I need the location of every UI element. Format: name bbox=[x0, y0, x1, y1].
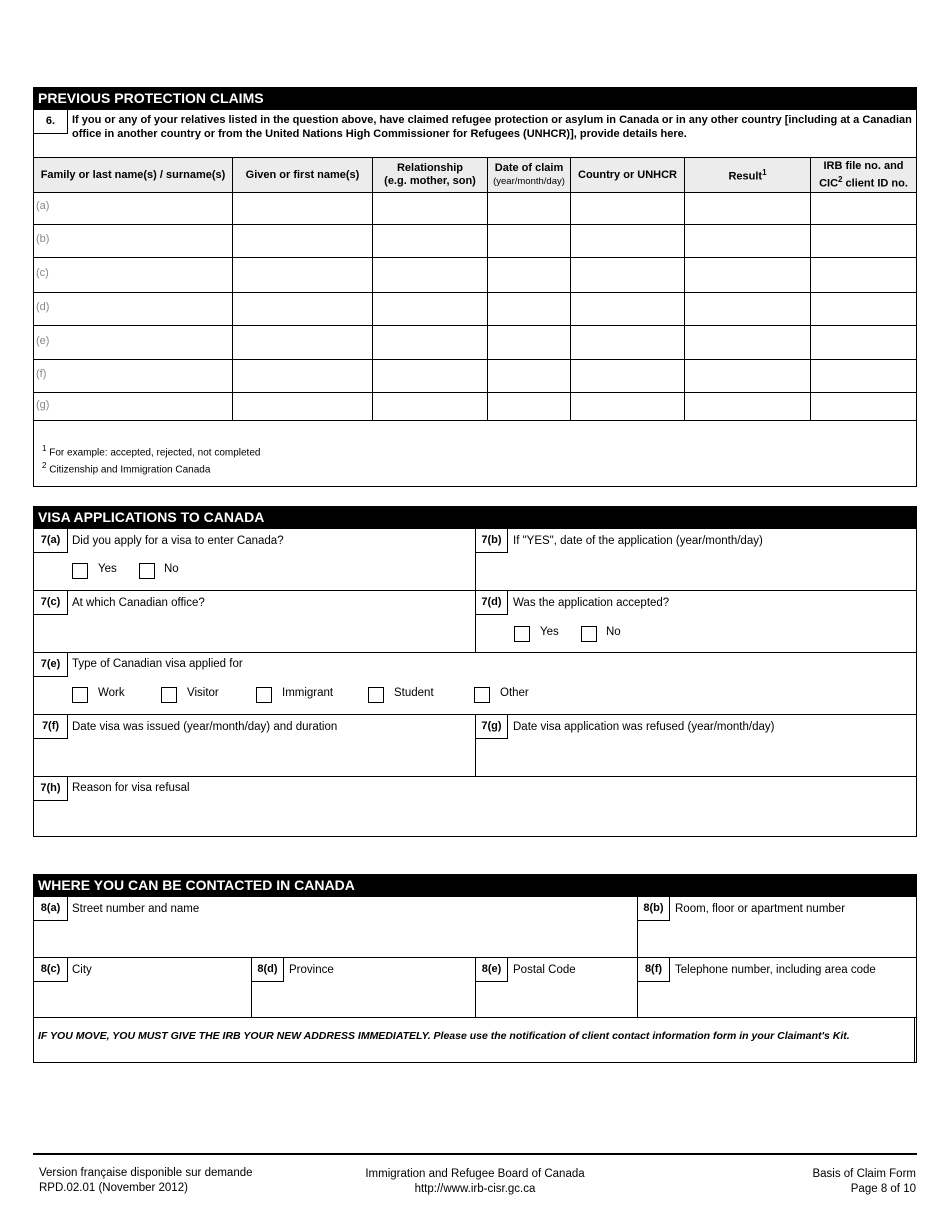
question-8b-text: Room, floor or apartment number bbox=[675, 903, 846, 915]
visa-applied-yes-label: Yes bbox=[98, 563, 117, 575]
claim-row-a-result-cell[interactable] bbox=[685, 193, 810, 224]
claim-row-g-country-cell[interactable] bbox=[571, 393, 684, 420]
claim-row-f-country-cell[interactable] bbox=[571, 360, 684, 392]
claim-row-g-irb-file-cell[interactable] bbox=[811, 393, 916, 420]
claim-row-d-family-name-cell[interactable] bbox=[56, 293, 232, 325]
col-header-country: Country or UNHCR bbox=[571, 158, 684, 192]
visa-type-student-label: Student bbox=[394, 687, 434, 699]
question-7a-text: Did you apply for a visa to enter Canada? bbox=[72, 535, 284, 547]
claim-row-c-irb-file-cell[interactable] bbox=[811, 258, 916, 292]
section-header-visa: VISA APPLICATIONS TO CANADA bbox=[33, 506, 917, 528]
claim-row-c-country-cell[interactable] bbox=[571, 258, 684, 292]
row-label-c: (c) bbox=[36, 267, 49, 279]
footer-divider bbox=[33, 1153, 917, 1155]
province-field[interactable] bbox=[254, 983, 473, 1015]
claim-row-g-given-name-cell[interactable] bbox=[233, 393, 372, 420]
apartment-number-field[interactable] bbox=[640, 922, 915, 955]
visa-type-work-checkbox[interactable] bbox=[72, 687, 88, 703]
footer-french-version: Version française disponible sur demande bbox=[39, 1167, 253, 1179]
claim-row-a-country-cell[interactable] bbox=[571, 193, 684, 224]
claim-row-e-relationship-cell[interactable] bbox=[373, 326, 487, 359]
col-header-irb-file: IRB file no. and CIC$^2$ client ID no. bbox=[811, 158, 916, 192]
claim-row-f-date-of-claim-cell[interactable] bbox=[488, 360, 570, 392]
claim-row-f-relationship-cell[interactable] bbox=[373, 360, 487, 392]
claim-row-d-given-name-cell[interactable] bbox=[233, 293, 372, 325]
question-8d-text: Province bbox=[289, 964, 334, 976]
row-label-b: (b) bbox=[36, 233, 50, 245]
question-8c-text: City bbox=[72, 964, 92, 976]
visa-issued-date-field[interactable] bbox=[36, 740, 473, 774]
question-number-6: 6. bbox=[34, 110, 68, 134]
question-7b-text: If "YES", date of the application (year/month/day) bbox=[513, 535, 763, 547]
visa-type-student-checkbox[interactable] bbox=[368, 687, 384, 703]
footer-form-number: RPD.02.01 (November 2012) bbox=[39, 1182, 188, 1194]
question-number-8a: 8(a) bbox=[34, 897, 68, 921]
claim-row-c-date-of-claim-cell[interactable] bbox=[488, 258, 570, 292]
question-8a-text: Street number and name bbox=[72, 903, 200, 915]
visa-applied-no-checkbox[interactable] bbox=[139, 563, 155, 579]
claim-row-a-irb-file-cell[interactable] bbox=[811, 193, 916, 224]
question-7d-text: Was the application accepted? bbox=[513, 597, 670, 609]
row-label-f: (f) bbox=[36, 368, 47, 380]
claim-row-f-irb-file-cell[interactable] bbox=[811, 360, 916, 392]
move-notice: IF YOU MOVE, YOU MUST GIVE THE IRB YOUR NEW ADDRESS IMMEDIATELY. Please use the notification of client contact information form in your Claimant's Kit. bbox=[38, 1030, 850, 1042]
claim-row-g-date-of-claim-cell[interactable] bbox=[488, 393, 570, 420]
question-6-text: If you or any of your relatives listed in the question above, have claimed refugee protection or asylum in Canada or in any other country [including at a Canadian office in another country or from the United Nations High Commissioner for Refugees (UNHCR)], provide details here. bbox=[72, 114, 912, 140]
claim-row-c-result-cell[interactable] bbox=[685, 258, 810, 292]
col-header-result: Result$^1$ bbox=[685, 158, 810, 192]
claim-row-b-country-cell[interactable] bbox=[571, 225, 684, 257]
question-8e-text: Postal Code bbox=[513, 964, 576, 976]
question-number-7g: 7(g) bbox=[476, 715, 508, 739]
question-number-8c: 8(c) bbox=[34, 958, 68, 982]
claim-row-a-relationship-cell[interactable] bbox=[373, 193, 487, 224]
row-label-d: (d) bbox=[36, 301, 50, 313]
claim-row-d-result-cell[interactable] bbox=[685, 293, 810, 325]
col-header-family-name: Family or last name(s) / surname(s) bbox=[34, 158, 232, 192]
claim-row-e-country-cell[interactable] bbox=[571, 326, 684, 359]
claim-row-e-family-name-cell[interactable] bbox=[56, 326, 232, 359]
application-accepted-no-label: No bbox=[606, 626, 621, 638]
claim-row-f-family-name-cell[interactable] bbox=[56, 360, 232, 392]
claim-row-f-result-cell[interactable] bbox=[685, 360, 810, 392]
claim-row-a-given-name-cell[interactable] bbox=[233, 193, 372, 224]
question-number-7h: 7(h) bbox=[34, 777, 68, 801]
claim-row-g-result-cell[interactable] bbox=[685, 393, 810, 420]
question-number-7f: 7(f) bbox=[34, 715, 68, 739]
question-number-8e: 8(e) bbox=[476, 958, 508, 982]
claim-row-d-irb-file-cell[interactable] bbox=[811, 293, 916, 325]
footnote-2: $^2$ Citizenship and Immigration Canada bbox=[42, 461, 211, 476]
question-number-7e: 7(e) bbox=[34, 653, 68, 677]
claim-row-c-relationship-cell[interactable] bbox=[373, 258, 487, 292]
visa-type-visitor-checkbox[interactable] bbox=[161, 687, 177, 703]
claim-row-b-given-name-cell[interactable] bbox=[233, 225, 372, 257]
visa-type-other-checkbox[interactable] bbox=[474, 687, 490, 703]
visa-type-other-label: Other bbox=[500, 687, 529, 699]
visa-applied-no-label: No bbox=[164, 563, 179, 575]
claim-row-a-family-name-cell[interactable] bbox=[56, 193, 232, 224]
row-label-g: (g) bbox=[36, 399, 50, 411]
application-accepted-no-checkbox[interactable] bbox=[581, 626, 597, 642]
application-accepted-yes-label: Yes bbox=[540, 626, 559, 638]
application-date-field[interactable] bbox=[510, 554, 915, 588]
street-address-field[interactable] bbox=[36, 922, 635, 955]
claim-row-e-result-cell[interactable] bbox=[685, 326, 810, 359]
visa-type-work-label: Work bbox=[98, 687, 125, 699]
visa-refusal-reason-field[interactable] bbox=[36, 802, 915, 835]
question-7e-text: Type of Canadian visa applied for bbox=[72, 658, 243, 670]
question-8f-text: Telephone number, including area code bbox=[675, 964, 876, 976]
row-label-a: (a) bbox=[36, 200, 50, 212]
question-number-7c: 7(c) bbox=[34, 591, 68, 615]
city-field[interactable] bbox=[36, 983, 249, 1015]
col-header-relationship: Relationship (e.g. mother, son) bbox=[373, 158, 487, 192]
telephone-field[interactable] bbox=[640, 983, 915, 1015]
col-header-date-of-claim: Date of claim (year/month/day) bbox=[488, 158, 570, 192]
claim-row-b-irb-file-cell[interactable] bbox=[811, 225, 916, 257]
footer-page-number: Page 8 of 10 bbox=[850, 1183, 916, 1195]
claim-row-a-date-of-claim-cell[interactable] bbox=[488, 193, 570, 224]
claim-row-d-country-cell[interactable] bbox=[571, 293, 684, 325]
section-header-previous-claims: PREVIOUS PROTECTION CLAIMS bbox=[33, 87, 917, 109]
question-number-8b: 8(b) bbox=[638, 897, 670, 921]
claim-row-c-family-name-cell[interactable] bbox=[56, 258, 232, 292]
claim-row-b-date-of-claim-cell[interactable] bbox=[488, 225, 570, 257]
section-header-contact: WHERE YOU CAN BE CONTACTED IN CANADA bbox=[33, 874, 917, 896]
visa-applied-yes-checkbox[interactable] bbox=[72, 563, 88, 579]
claim-row-b-family-name-cell[interactable] bbox=[56, 225, 232, 257]
question-number-8d: 8(d) bbox=[252, 958, 284, 982]
question-7h-text: Reason for visa refusal bbox=[72, 782, 190, 794]
visa-type-immigrant-checkbox[interactable] bbox=[256, 687, 272, 703]
claim-row-g-relationship-cell[interactable] bbox=[373, 393, 487, 420]
claim-row-d-relationship-cell[interactable] bbox=[373, 293, 487, 325]
footnote-1: $^1$ For example: accepted, rejected, not completed bbox=[42, 444, 261, 459]
question-number-7a: 7(a) bbox=[34, 529, 68, 553]
question-7c-text: At which Canadian office? bbox=[72, 597, 205, 609]
footer-center bbox=[325, 1167, 625, 1197]
claim-row-f-given-name-cell[interactable] bbox=[233, 360, 372, 392]
footer-left bbox=[39, 1166, 253, 1196]
visa-refused-date-field[interactable] bbox=[478, 740, 915, 774]
canadian-office-field[interactable] bbox=[36, 616, 473, 650]
claim-row-e-date-of-claim-cell[interactable] bbox=[488, 326, 570, 359]
visa-type-immigrant-label: Immigrant bbox=[282, 687, 334, 699]
footer-url[interactable]: http://www.irb-cisr.gc.ca bbox=[414, 1183, 536, 1195]
question-7g-text: Date visa application was refused (year/month/day) bbox=[513, 721, 775, 733]
claim-row-g-family-name-cell[interactable] bbox=[56, 393, 232, 420]
postal-code-field[interactable] bbox=[478, 983, 635, 1015]
application-accepted-yes-checkbox[interactable] bbox=[514, 626, 530, 642]
claim-row-c-given-name-cell[interactable] bbox=[233, 258, 372, 292]
claim-row-e-given-name-cell[interactable] bbox=[233, 326, 372, 359]
claim-row-b-result-cell[interactable] bbox=[685, 225, 810, 257]
claim-row-d-date-of-claim-cell[interactable] bbox=[488, 293, 570, 325]
footer-organization: Immigration and Refugee Board of Canada bbox=[365, 1168, 585, 1180]
footer-form-title: Basis of Claim Form bbox=[812, 1168, 916, 1180]
question-7f-text: Date visa was issued (year/month/day) and duration bbox=[72, 721, 338, 733]
row-label-e: (e) bbox=[36, 335, 50, 347]
footer-right bbox=[716, 1167, 916, 1197]
claim-row-e-irb-file-cell[interactable] bbox=[811, 326, 916, 359]
question-number-7b: 7(b) bbox=[476, 529, 508, 553]
visa-type-visitor-label: Visitor bbox=[187, 687, 219, 699]
col-header-given-name: Given or first name(s) bbox=[233, 158, 372, 192]
claim-row-b-relationship-cell[interactable] bbox=[373, 225, 487, 257]
question-number-8f: 8(f) bbox=[638, 958, 670, 982]
question-number-7d: 7(d) bbox=[476, 591, 508, 615]
